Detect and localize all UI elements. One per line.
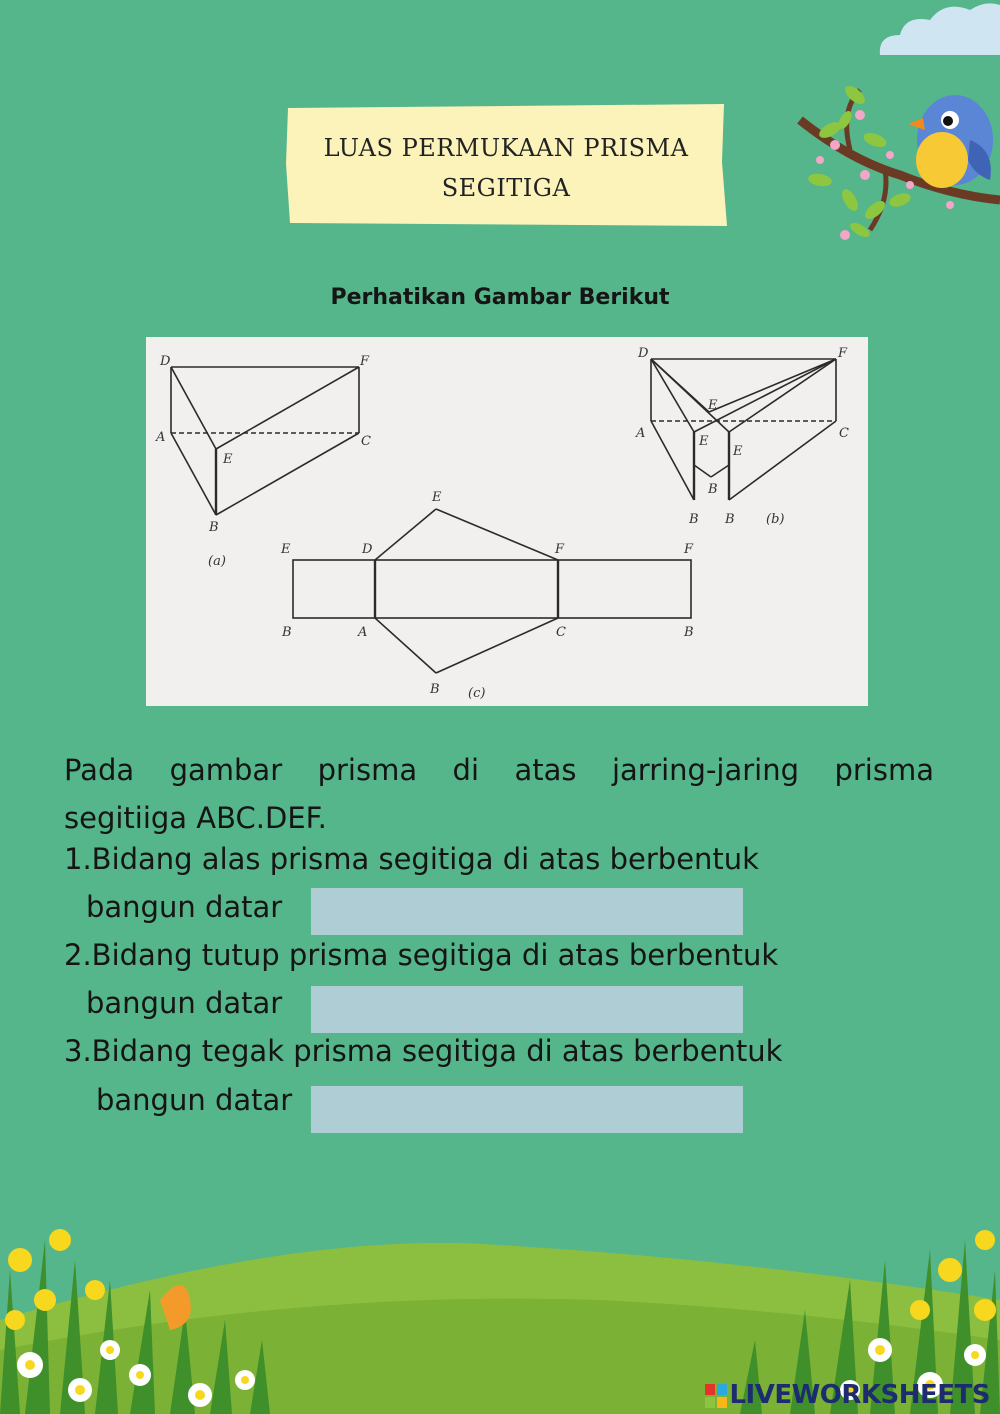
title-card [284, 102, 728, 228]
bird-on-branch-illustration [790, 0, 1000, 260]
label-c-c: C [556, 625, 566, 640]
watermark-text: LIVEWORKSHEETS [729, 1380, 990, 1410]
label-b-b-mid: B [708, 482, 718, 497]
label-c-b-right: B [684, 625, 694, 640]
label-b-a: A [636, 426, 646, 441]
intro-line-1: Pada gambar prisma di atas jarring-jaring prisma [64, 753, 934, 787]
question-1-label: bangun datar [86, 890, 283, 924]
caption-c: (c) [468, 686, 486, 701]
caption-a: (a) [208, 554, 226, 569]
question-3-text: 3.Bidang tegak prisma segitiga di atas berbentuk [64, 1034, 783, 1068]
question-1-text: 1.Bidang alas prisma segitiga di atas berbentuk [64, 842, 759, 876]
intro-line-2: segitiiga ABC.DEF. [64, 801, 327, 835]
label-c-f-right: F [684, 542, 694, 557]
page-title [284, 128, 728, 208]
label-a-d: D [160, 354, 171, 369]
label-b-b-right: B [725, 512, 735, 527]
label-c-b-bottom: B [430, 682, 440, 697]
liveworksheets-watermark [705, 1380, 990, 1410]
question-3-label: bangun datar [96, 1083, 293, 1117]
label-a-e: E [223, 452, 233, 467]
prism-figure [146, 337, 868, 706]
label-a-b: B [209, 520, 219, 535]
label-b-f: F [838, 346, 848, 361]
question-2-text: 2.Bidang tutup prisma segitiga di atas berbentuk [64, 938, 779, 972]
prism-diagram [146, 337, 868, 706]
label-b-e-left: E [699, 434, 709, 449]
label-b-e-top: E [708, 398, 718, 413]
label-a-a: A [156, 430, 166, 445]
title-line-1: LUAS PERMUKAAN PRISMA [323, 134, 689, 162]
question-3-answer-input[interactable] [311, 1086, 743, 1133]
liveworksheets-logo-icon [705, 1384, 727, 1408]
label-b-b-left: B [689, 512, 699, 527]
label-b-e-right: E [733, 444, 743, 459]
question-1-answer-input[interactable] [311, 888, 743, 935]
label-c-e-top: E [432, 490, 442, 505]
figure-labels [155, 346, 849, 701]
title-line-2: SEGITIGA [441, 174, 571, 202]
label-c-b-left: B [282, 625, 292, 640]
caption-b: (b) [766, 512, 785, 527]
section-subtitle: Perhatikan Gambar Berikut [330, 285, 670, 310]
label-a-f: F [360, 354, 370, 369]
label-c-d: D [362, 542, 373, 557]
question-2-answer-input[interactable] [311, 986, 743, 1033]
grass-flowers-decoration [0, 1150, 1000, 1414]
label-b-d: D [638, 346, 649, 361]
label-b-c: C [839, 426, 849, 441]
label-c-a: A [358, 625, 368, 640]
label-a-c: C [361, 434, 371, 449]
question-2-label: bangun datar [86, 986, 283, 1020]
label-c-f-mid: F [555, 542, 565, 557]
intro-paragraph [64, 746, 934, 842]
label-c-e-left: E [281, 542, 291, 557]
